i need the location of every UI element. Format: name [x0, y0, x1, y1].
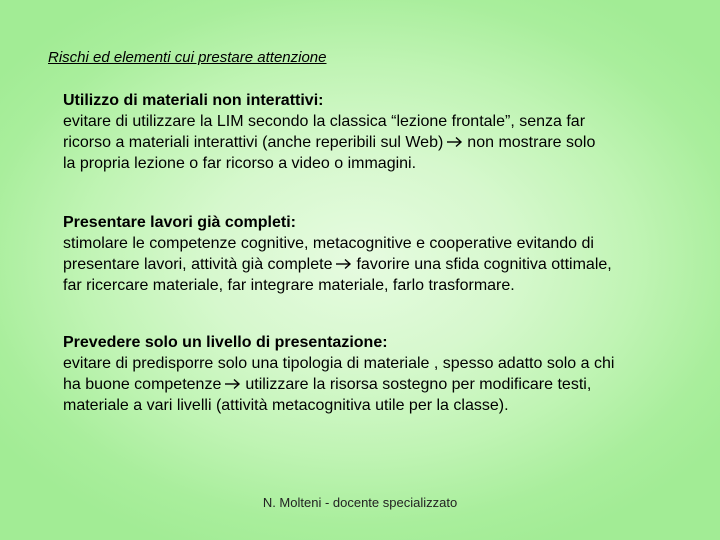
section-line-text: presentare lavori, attività già complete: [63, 256, 333, 273]
slide-title: Rischi ed elementi cui prestare attenzione: [48, 49, 327, 66]
section-line: far ricercare materiale, far integrare materiale, farlo trasformare.: [63, 277, 515, 294]
section-non-interactive-materials: [63, 90, 703, 174]
section-heading: Utilizzo di materiali non interattivi:: [63, 92, 324, 109]
footer-credit: N. Molteni - docente specializzato: [262, 495, 458, 510]
section-line: evitare di predisporre solo una tipologia di materiale , spesso adatto solo a chi: [63, 355, 615, 372]
right-arrow-icon: [335, 258, 352, 270]
section-heading: Prevedere solo un livello di presentazione:: [63, 334, 388, 351]
section-completed-works: [63, 212, 703, 296]
right-arrow-icon: [224, 378, 241, 390]
section-line: evitare di utilizzare la LIM secondo la classica “lezione frontale”, senza far: [63, 113, 586, 130]
section-line: stimolare le competenze cognitive, metacognitive e cooperative evitando di: [63, 235, 594, 252]
section-line: [63, 254, 703, 275]
section-line-text: utilizzare la risorsa sostegno per modificare testi,: [245, 376, 592, 393]
section-line-text: ricorso a materiali interattivi (anche reperibili sul Web): [63, 134, 444, 151]
right-arrow-icon: [446, 136, 463, 148]
section-heading: Presentare lavori già completi:: [63, 214, 296, 231]
section-line: [63, 374, 703, 395]
section-line-text: ha buone competenze: [63, 376, 222, 393]
section-line: materiale a vari livelli (attività metacognitiva utile per la classe).: [63, 397, 509, 414]
section-line: la propria lezione o far ricorso a video o immagini.: [63, 155, 417, 172]
section-single-level: [63, 332, 703, 416]
section-line-text: favorire una sfida cognitiva ottimale,: [356, 256, 612, 273]
section-line-text: non mostrare solo: [467, 134, 596, 151]
section-line: [63, 132, 703, 153]
